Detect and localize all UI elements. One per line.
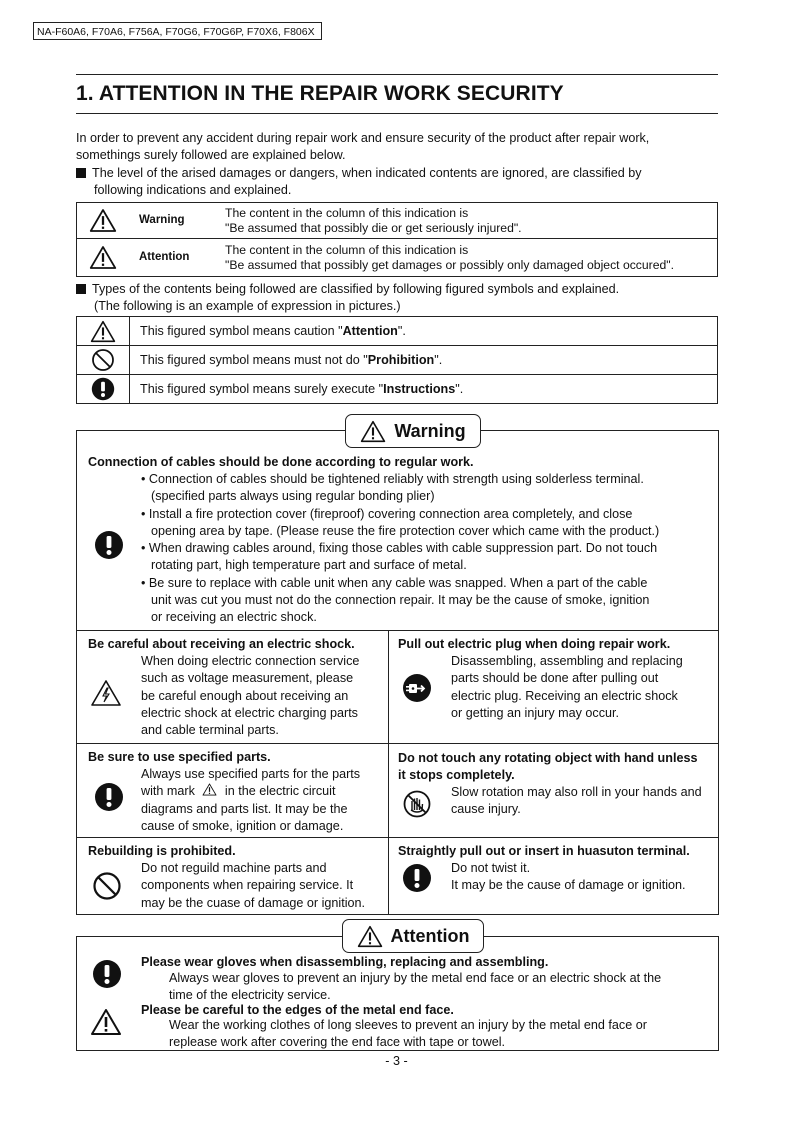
table-row <box>77 375 718 404</box>
caution-mark-icon <box>202 783 217 796</box>
symbol-description: This figured symbol means caution "Attention". <box>130 317 718 346</box>
instruction-icon <box>91 377 115 401</box>
instruction-icon <box>94 782 124 812</box>
prohibition-icon <box>92 871 122 901</box>
table-row <box>77 203 718 239</box>
table-row <box>77 317 718 346</box>
caution-triangle-icon <box>89 245 117 270</box>
caution-triangle-icon <box>90 320 116 343</box>
instruction-icon <box>94 530 124 560</box>
unplug-icon <box>402 673 432 703</box>
instruction-icon <box>402 863 432 893</box>
table-row <box>77 346 718 375</box>
cables-heading: Connection of cables should be done according to regular work. <box>88 455 474 469</box>
symbols-intro: Types of the contents being followed are classified by following figured symbols and explained. (The following is an example of expression in pictures.) <box>76 281 619 315</box>
square-bullet-icon <box>76 284 86 294</box>
page-number: - 3 - <box>385 1054 408 1068</box>
page-title: 1. ATTENTION IN THE REPAIR WORK SECURITY <box>76 82 564 105</box>
no-touch-rotating-icon <box>402 789 432 819</box>
attention-tag: Attention <box>342 919 484 953</box>
title-top-rule <box>76 74 718 75</box>
level-label: Attention <box>129 239 215 277</box>
prohibition-icon <box>91 348 115 372</box>
cables-block <box>77 431 718 631</box>
title-bottom-rule <box>76 113 718 114</box>
rebuilding-block: Rebuilding is prohibited. Do not reguild machine parts and components when repairing service. It may be the cuase of damage or ignition. <box>88 844 366 910</box>
square-bullet-icon <box>76 168 86 178</box>
symbol-description: This figured symbol means must not do "Prohibition". <box>130 346 718 375</box>
terminal-block: Straightly pull out or insert in huasuton terminal. Do not twist it. It may be the cause of damage or ignition. <box>398 844 690 893</box>
warning-section <box>76 430 719 915</box>
level-label: Warning <box>129 203 215 239</box>
attention-section: Please wear gloves when disassembling, replacing and assembling. Always wear gloves to prevent an injury by the metal end face or an electric shock at the time of the electricity service. Please be careful to the edges of the metal end face. Wear the working clothes of long sleeves to prevent an injury by the metal end face or replease work after covering the end face with tape or towel. <box>76 936 719 1051</box>
caution-triangle-icon <box>360 420 386 443</box>
unplug-block: Pull out electric plug when doing repair work. Disassembling, assembling and replacing parts should be done after pulling out electric plug. Receiving an electric shock or getting an injury may occur. <box>389 631 718 744</box>
electric-shock-block: Be careful about receiving an electric shock. When doing electric connection service such as voltage measurement, please be careful enough about receiving an electric shock at electric charging parts and cable terminal parts. <box>77 631 388 744</box>
caution-triangle-icon <box>89 208 117 233</box>
warning-tag: Warning <box>345 414 481 448</box>
instruction-icon <box>92 959 122 989</box>
model-numbers: NA-F60A6, F70A6, F756A, F70G6, F70G6P, F70X6, F806X <box>33 22 322 40</box>
symbol-description: This figured symbol means surely execute "Instructions". <box>130 375 718 404</box>
caution-triangle-icon <box>90 1008 122 1036</box>
electric-shock-icon <box>90 679 122 707</box>
intro-paragraph: In order to prevent any accident during repair work and ensure security of the product after repair work, somethings surely followed are explained below. <box>76 131 650 162</box>
symbols-table <box>76 316 718 404</box>
levels-table <box>76 202 718 277</box>
caution-triangle-icon <box>357 925 383 948</box>
table-row <box>77 239 718 277</box>
intro-bullet: The level of the arised damages or dangers, when indicated contents are ignored, are classified by following indications and explained. <box>76 165 642 199</box>
level-description: The content in the column of this indication is "Be assumed that possibly get damages or possibly only damaged object occured". <box>215 239 718 277</box>
cables-list: • Connection of cables should be tightened reliably with strength using solderless terminal. (specified parts always using regular bonding plier) • Install a fire protection cover (fireproof) covering connection area completely, and close opening area by tape. (Please reuse the fire protection cover which came with the product.) • When drawing cables around, fixing those cables with cable suppression part. Do not touch rotating part, high temperature part and surface of metal. • Be sure to replace with cable unit when any cable was snapped. When a part of the cable unit was cut you must not do the connection repair. It may be the cause of smoke, ignition or receiving an electric shock. <box>141 472 660 625</box>
level-description: The content in the column of this indication is "Be assumed that possibly die or get seriously injured". <box>215 203 718 239</box>
specified-parts-block: Be sure to use specified parts. Always use specified parts for the parts with mark in the electric circuit diagrams and parts list. It may be the cause of smoke, ignition or damage. <box>77 744 388 838</box>
rotating-object-block: Do not touch any rotating object with hand unless it stops completely. Slow rotation may also roll in your hands and cause injury. <box>389 744 718 838</box>
